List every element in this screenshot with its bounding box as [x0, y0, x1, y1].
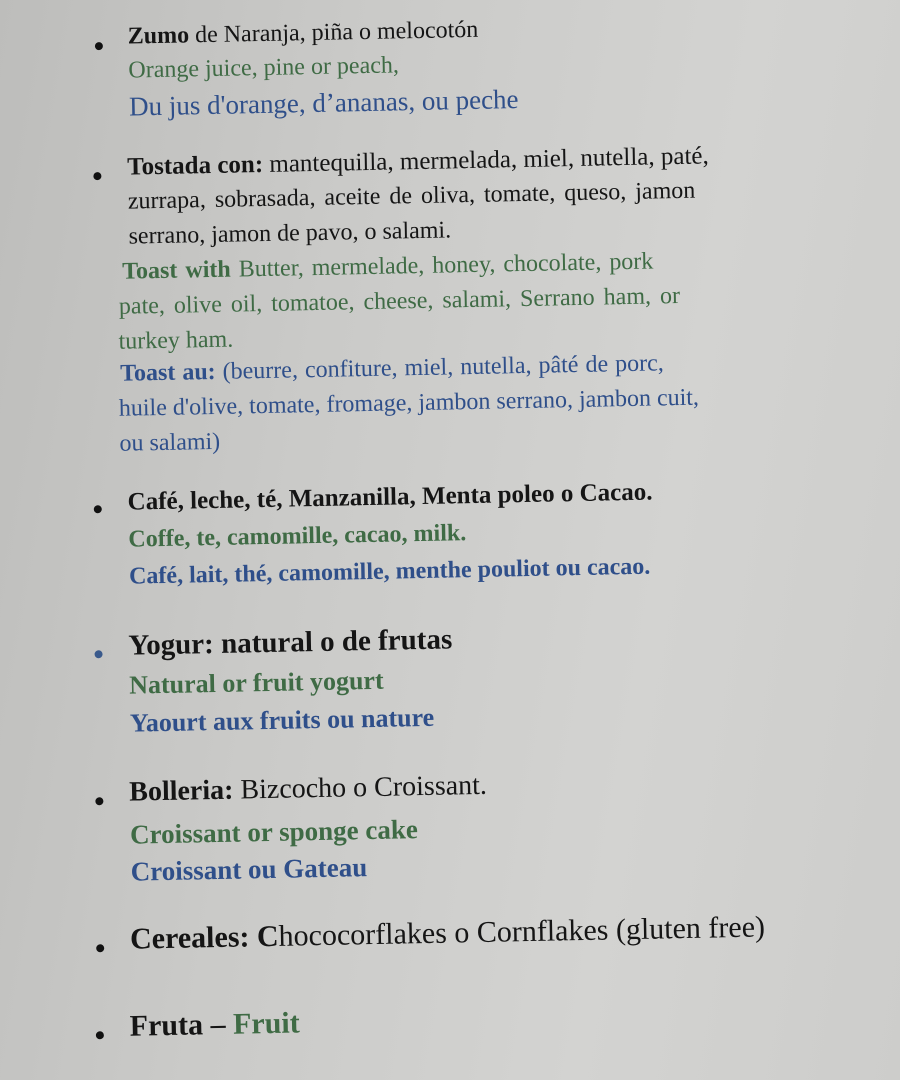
bullet-icon: [95, 42, 103, 50]
yogur-english: Natural or fruit yogurt: [128, 665, 384, 700]
bolleria-spanish: [129, 770, 487, 809]
bolleria-title: Bolleria:: [128, 774, 234, 808]
bullet-icon: [94, 505, 102, 513]
fruta-line: [129, 1006, 300, 1043]
yogur-spanish: Yogur: natural o de frutas: [128, 623, 453, 662]
zumo-title: Zumo: [127, 22, 190, 50]
tostada-spanish-3: serrano, jamon de pavo, o salami.: [128, 217, 452, 250]
tostada-english-3: turkey ham.: [118, 326, 234, 355]
bolleria-english: Croissant or sponge cake: [129, 814, 419, 850]
bullet-icon: [96, 1031, 104, 1039]
fruta-title: Fruta –: [129, 1007, 226, 1043]
tostada-spanish-1: [127, 142, 709, 181]
tostada-english-text-1: Butter, mermelade, honey, chocolate, pork: [230, 248, 654, 283]
cereales-title: Cereales: C: [129, 919, 279, 956]
tostada-french-2: huile d'olive, tomate, fromage, jambon serrano, jambon cuit,: [118, 384, 700, 422]
cereales-spanish-text: hococorflakes o Cornflakes (gluten free): [278, 910, 766, 953]
tostada-english-2: pate, olive oil, tomatoe, cheese, salami, Serrano ham, or: [118, 283, 681, 320]
cafe-spanish: Café, leche, té, Manzanilla, Menta poleo o Cacao.: [127, 478, 653, 516]
zumo-spanish-text: de Naranja, piña o melocotón: [188, 16, 479, 49]
tostada-spanish-2: zurrapa, sobrasada, aceite de oliva, tomate, queso, jamon: [127, 177, 696, 215]
tostada-french-text-1: (beurre, confiture, miel, nutella, pâté de porc,: [215, 350, 664, 385]
fruta-english: Fruit: [225, 1006, 300, 1041]
cafe-english: Coffe, te, camomille, cacao, milk.: [128, 520, 467, 553]
yogur-french: Yaourt aux fruits ou nature: [129, 702, 435, 738]
bolleria-french: Croissant ou Gateau: [130, 852, 368, 887]
tostada-french-title: Toast au:: [119, 358, 216, 387]
tostada-french-1: [120, 350, 664, 387]
bullet-icon: [96, 944, 104, 952]
bullet-icon: [93, 172, 101, 180]
tostada-french-3: ou salami): [119, 428, 221, 457]
cereales-spanish: [130, 910, 766, 956]
tostada-english-1: [122, 249, 654, 286]
bullet-icon: [95, 650, 103, 658]
zumo-english: Orange juice, pine or peach,: [128, 52, 400, 84]
bolleria-spanish-text: Bizcocho o Croissant.: [233, 769, 488, 806]
bullet-icon: [95, 797, 103, 805]
tostada-spanish-text-1: mantequilla, mermelada, miel, nutella, paté,: [262, 142, 709, 178]
zumo-spanish: [127, 17, 478, 51]
cafe-french: Café, lait, thé, camomille, menthe pouliot ou cacao.: [128, 553, 651, 590]
zumo-french: Du jus d'orange, d’ananas, ou peche: [128, 84, 519, 122]
tostada-english-title: Toast with: [121, 256, 231, 285]
tostada-title: Tostada con:: [126, 150, 264, 181]
